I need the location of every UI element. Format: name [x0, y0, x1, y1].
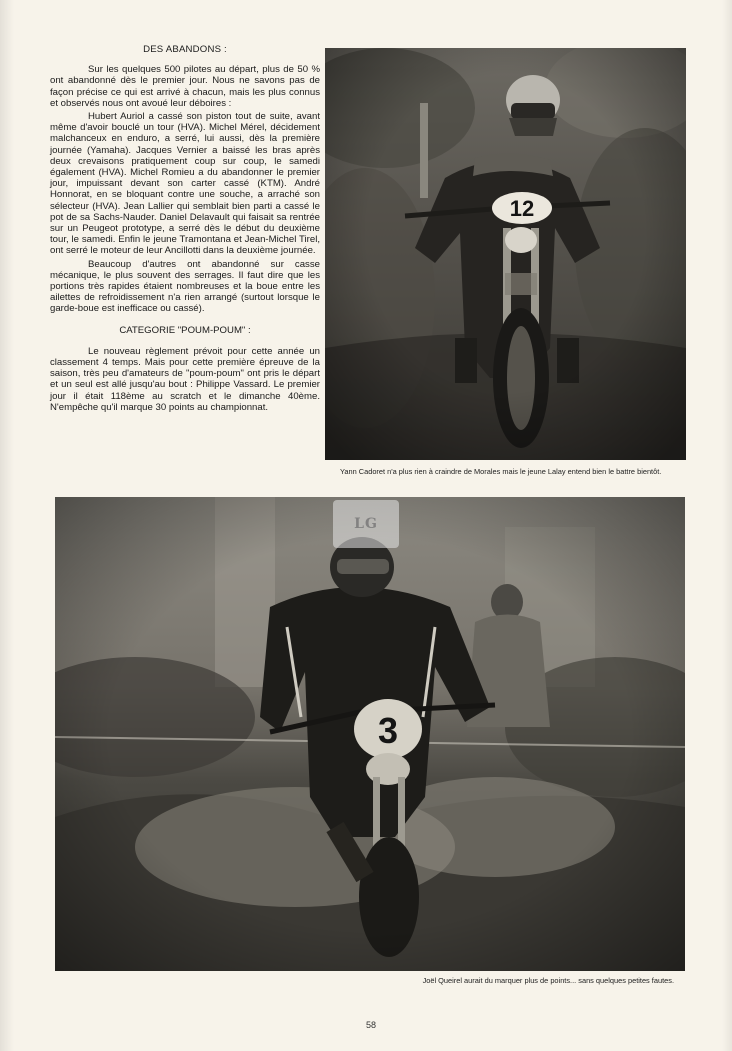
photo-rider-12 [325, 48, 686, 460]
watermark-text: LG [354, 516, 378, 532]
heading-abandons: DES ABANDONS : [143, 44, 227, 55]
paragraph-abandons-mechanical: Beaucoup d'autres ont abandonné sur casse mécanique, le plus souvent des serrages. Il faut dire que les portions très rapides étaient nombreuses et la boue entre les ailettes de refroidissement n'a rien arrangé (surtout lorsque le garde-boue est inefficace ou cassé). [50, 258, 320, 315]
paragraph-abandons-riders: Hubert Auriol a cassé son piston tout de suite, avant même d'avoir bouclé un tour (HVA). Michel Mérel, décidement malchanceux en enduro, a serré, lui aussi, dès la première journée (Yamaha). Jacques Vernier a baissé les bras après deux crevaisons pratiquement coup sur coup, le samedi également (HVA). Michel Romieu a du abandonner le premier jour, impuissant devant son carter cassé (KTM). André Honnorat, en se bloquant contre une souche, a arraché son sélecteur (HVA). Jean Lallier qui semblait bien parti a cassé le pot de sa Sachs-Nauder. Daniel Delavault qui faisait sa rentrée sur un Peugeot prototype, a serré dès le début du deuxième tour, le samedi. Enfin le jeune Tramontana et Jean-Michel Tirel, ont serré le moteur de leur Ancillotti dans la deuxième journée. [50, 111, 320, 257]
photo-rider-3 [55, 497, 685, 971]
paragraph-abandons-intro: Sur les quelques 500 pilotes au départ, plus de 50 % ont abandonné dès le premier jour. Nous ne savons pas de façon précise ce qui est arrivé à chacun, mais les plus connus et observés nous ont avoué leur déboires : [50, 64, 320, 109]
page-edge-shadow-right [722, 0, 732, 1051]
paragraph-categorie: Le nouveau règlement prévoit pour cette année un classement 4 temps. Mais pour cette première épreuve de la saison, très peu d'amateurs de "poum-poum" ont pris le départ et un seul est allé jusqu'au bout : Philippe Vassard. Le premier jour il était 118ème au scratch et le dimanche 40ème. N'empêche qu'il marque 30 points au championnat. [50, 345, 320, 413]
page-number: 58 [365, 1020, 376, 1030]
page-edge-shadow-left [0, 0, 14, 1051]
article-column [50, 44, 320, 415]
heading-categorie-poum-poum: CATEGORIE "POUM-POUM" : [119, 324, 251, 336]
watermark-logo [333, 500, 399, 548]
caption-top-photo: Yann Cadoret n'a plus rien à craindre de Morales mais le jeune Lalay entend bien le battre bientôt. [340, 467, 662, 476]
caption-bottom-photo: Joël Queirel aurait du marquer plus de points... sans quelques petites fautes. [422, 976, 674, 985]
